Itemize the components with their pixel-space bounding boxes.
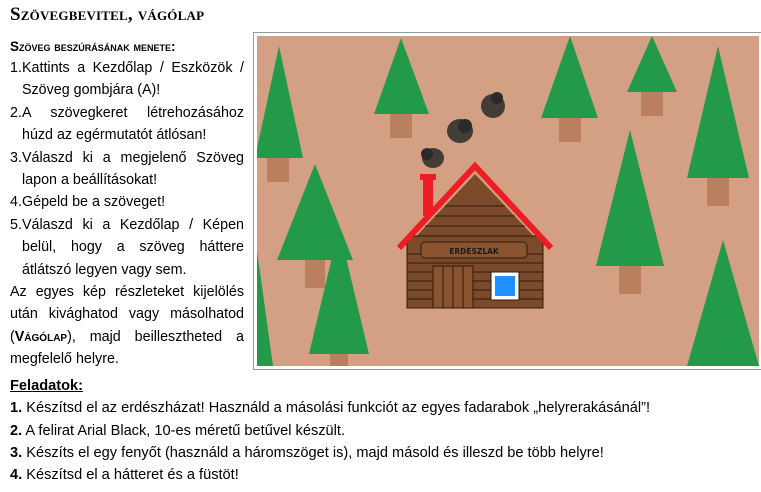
subhead-text: Szöveg beszúrásának menete: <box>10 39 176 54</box>
step-number: 5. <box>10 216 22 233</box>
illustration-frame <box>253 32 761 370</box>
task-item <box>10 397 755 419</box>
task-number: 4. <box>10 467 23 484</box>
sign-text: ERDÉSZLAK <box>449 247 499 256</box>
step-number: 2. <box>10 104 22 121</box>
step-number: 4. <box>10 194 22 211</box>
task-number: 2. <box>10 422 23 439</box>
steps-list <box>10 57 244 281</box>
task-text: A felirat Arial Black, 10-es méretű betűvel készült. <box>25 422 346 439</box>
step-item <box>10 214 244 281</box>
para-after: ), majd beillesztheted a megfelelő helyre. <box>10 328 244 368</box>
page-title <box>10 4 204 26</box>
step-text: Válaszd ki a megjelenő Szöveg lapon a beállításokat! <box>22 149 244 189</box>
step-number: 3. <box>10 149 22 166</box>
tasks-heading: Feladatok: <box>10 378 83 394</box>
step-text: Gépeld be a szöveget! <box>22 194 166 211</box>
forest-cabin-illustration <box>257 36 759 366</box>
task-item <box>10 420 755 442</box>
step-item <box>10 191 244 213</box>
task-text: Készítsd el az erdészházat! Használd a másolási funkciót az egyes fadarabok „helyrerakásánál”! <box>26 400 651 417</box>
instructions-subhead <box>10 37 244 57</box>
chimney-cap <box>420 174 436 180</box>
tasks-section <box>10 375 755 486</box>
task-number: 3. <box>10 444 23 461</box>
step-item <box>10 57 244 102</box>
cabin-window <box>495 276 515 296</box>
task-text: Készíts el egy fenyőt (használd a háromszöget is), majd másold és illeszd be több helyre! <box>26 444 604 461</box>
clipboard-paragraph <box>10 281 244 371</box>
instructions-column <box>10 37 244 371</box>
step-item <box>10 102 244 147</box>
step-number: 1. <box>10 60 22 76</box>
task-text: Készítsd el a hátteret és a füstöt! <box>26 467 239 484</box>
task-number: 1. <box>10 400 23 417</box>
step-text: Válaszd ki a Kezdőlap / Képen belül, hogy a szöveg háttere átlátszó legyen vagy sem. <box>22 216 244 278</box>
step-item <box>10 147 244 192</box>
para-before: Az egyes kép részleteket kijelölés után kivághatod vagy másolhatod ( <box>10 284 244 345</box>
step-text: Kattints a Kezdőlap / Eszközök / Szöveg gombjára (A)! <box>22 60 244 99</box>
para-bold: Vágólap <box>14 328 68 345</box>
task-item <box>10 442 755 464</box>
step-text: A szövegkeret létrehozásához húzd az egérmutatót átlósan! <box>22 104 244 144</box>
page-title-text: Szövegbevitel, vágólap <box>10 4 205 25</box>
task-item <box>10 464 755 486</box>
